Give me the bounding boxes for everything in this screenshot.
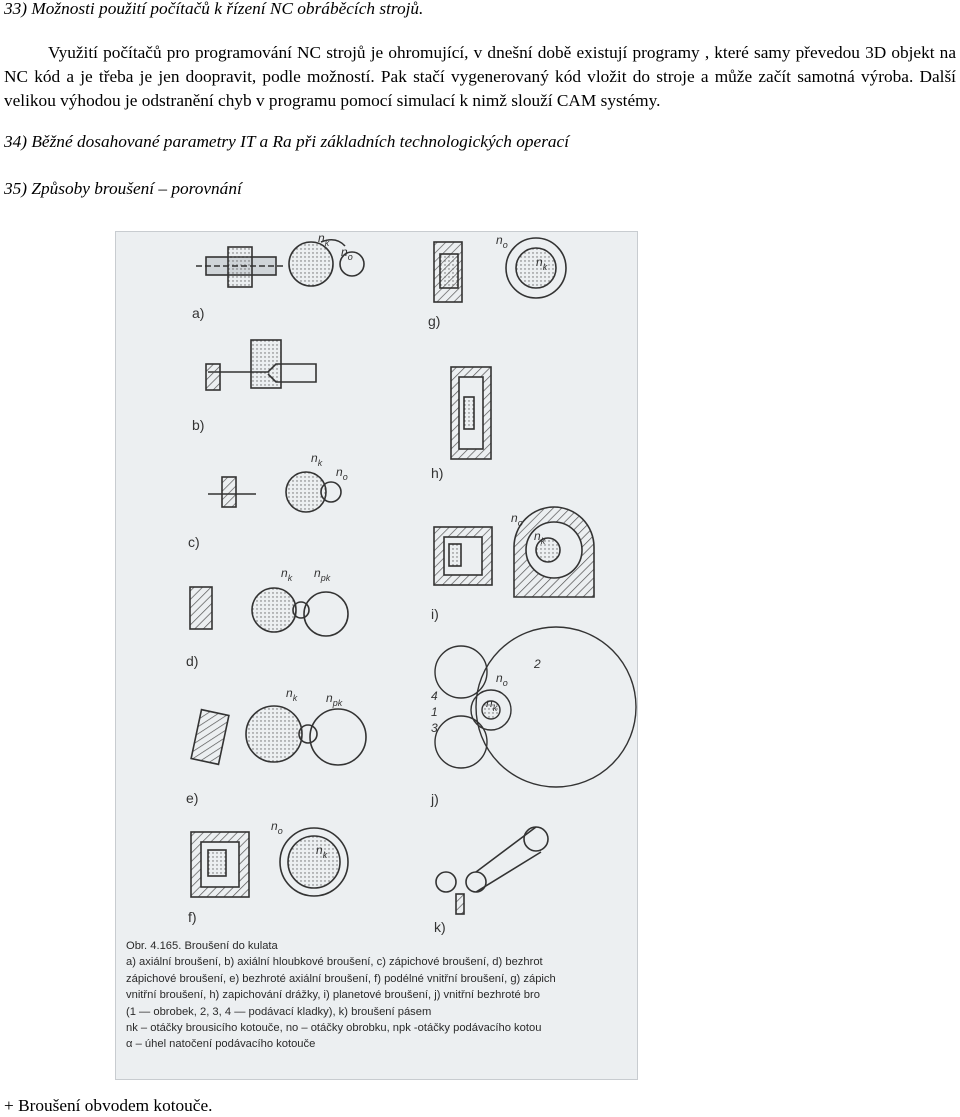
symbol-no-a: $n_o$ [341, 245, 353, 262]
label-f: f) [188, 909, 197, 925]
heading-33: 33) Možnosti použití počítačů k řízení NC obráběcích strojů. [4, 0, 424, 18]
label-c: c) [188, 534, 200, 550]
number-3-j: 3 [431, 721, 438, 735]
number-2-j: 2 [534, 657, 541, 671]
symbol-no-f: $n_o$ [271, 819, 283, 836]
symbol-no-g: $n_o$ [496, 233, 508, 250]
grinding-figure-scan [115, 231, 638, 1080]
symbol-nk-j: $n_k$ [486, 696, 498, 713]
number-4-j: 4 [431, 689, 438, 703]
caption-line: (1 — obrobek, 2, 3, 4 — podávací kladky), k) broušení pásem [126, 1005, 432, 1018]
diagram-h [451, 367, 491, 459]
label-a: a) [192, 305, 205, 321]
caption-line: a) axiální broušení, b) axiální hloubkové broušení, c) zápichové broušení, d) bezhrot [126, 956, 543, 969]
caption-line: nk – otáčky brousicího kotouče, no – otáčky obrobku, npk -otáčky podávacího kotou [126, 1022, 542, 1035]
diagram-k [436, 827, 548, 914]
caption-line: zápichové broušení, e) bezhroté axiální broušení, f) podélné vnitřní broušení, g) zápich [126, 972, 556, 985]
symbol-npk-e: $n_{pk}$ [326, 691, 343, 708]
caption-line: vnitřní broušení, h) zapichování drážky, i) planetové broušení, j) vnitřní bezhroté bro [126, 989, 540, 1002]
symbol-npk-d: $n_{pk}$ [314, 566, 331, 583]
diagram-d [190, 587, 348, 636]
symbol-nk-i: $n_k$ [534, 529, 546, 546]
number-1-j: 1 [431, 705, 438, 719]
label-j: j) [431, 791, 439, 807]
heading-35: 35) Způsoby broušení – porovnání [4, 179, 242, 198]
symbol-nk-f: $n_k$ [316, 843, 328, 860]
diagram-j [435, 627, 636, 787]
diagram-c [208, 472, 341, 512]
paragraph-33 [4, 41, 956, 113]
label-k: k) [434, 919, 446, 935]
symbol-nk-g: $n_k$ [536, 255, 548, 272]
symbol-nk-d: $n_k$ [281, 566, 293, 583]
caption-line: Obr. 4.165. Broušení do kulata [126, 940, 278, 952]
symbol-no-i: $n_o$ [511, 511, 523, 528]
label-b: b) [192, 417, 205, 433]
label-h: h) [431, 465, 444, 481]
symbol-nk-a: $n_k$ [318, 232, 330, 248]
label-i: i) [431, 606, 439, 622]
label-d: d) [186, 653, 199, 669]
label-g: g) [428, 313, 441, 329]
symbol-no-j: $n_o$ [496, 671, 508, 688]
footer-line: + Broušení obvodem kotouče. [4, 1096, 213, 1115]
caption-line: α – úhel natočení podávacího kotouče [126, 1038, 316, 1051]
diagram-a [196, 240, 364, 287]
label-e: e) [186, 790, 199, 806]
heading-34: 34) Běžné dosahované parametry IT a Ra při základních technologických operací [4, 132, 570, 151]
diagram-e [191, 706, 366, 765]
symbol-nk-c: $n_k$ [311, 451, 323, 468]
paragraph-33-text: Využití počítačů pro programování NC strojů je ohromující, v dnešní době existují programy , které samy převedou 3D objekt na NC kód a je třeba je jen doopravit, podle možností. Pak stačí vygenerovaný kód vložit do stroje a může začít samotná výroba. Další velikou výhodou je odstranění chyb v programu pomocí simulací k nimž slouží CAM systémy. [4, 43, 956, 110]
figure-caption [126, 938, 638, 1053]
symbol-nk-e: $n_k$ [286, 686, 298, 703]
diagram-b [206, 340, 316, 390]
symbol-no-c: $n_o$ [336, 465, 348, 482]
diagram-f [191, 828, 348, 897]
